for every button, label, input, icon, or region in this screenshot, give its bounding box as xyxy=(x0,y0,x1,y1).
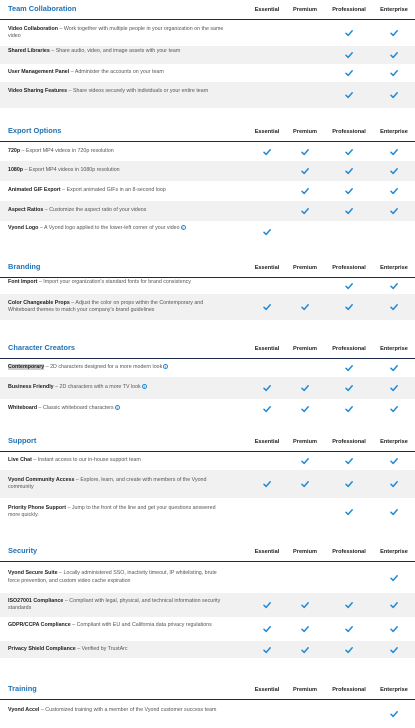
feature-name: Aspect Ratios xyxy=(8,207,44,214)
feature-description xyxy=(8,570,228,584)
checkmark-icon xyxy=(389,479,399,489)
checkmark-icon xyxy=(300,456,310,466)
feature-name: Shared Libraries xyxy=(8,47,50,54)
checkmark-icon xyxy=(389,50,399,60)
section-title: Export Options xyxy=(8,126,62,135)
feature-row xyxy=(0,46,415,64)
feature-description xyxy=(8,167,228,174)
feature-row xyxy=(0,221,415,243)
feature-row xyxy=(0,498,415,526)
plan-header-essential: Essential xyxy=(254,129,280,135)
plan-header-enterprise: Enterprise xyxy=(380,687,408,693)
checkmark-icon xyxy=(344,147,354,157)
checkmark-icon xyxy=(300,147,310,157)
feature-detail: – Work together with multiple people in your organization on the same video xyxy=(8,25,224,39)
plan-header-premium: Premium xyxy=(293,549,317,555)
plan-header-essential: Essential xyxy=(254,7,280,13)
checkmark-icon xyxy=(344,363,354,373)
section-title: Support xyxy=(8,436,37,445)
plan-header-essential: Essential xyxy=(254,549,280,555)
checkmark-icon xyxy=(344,186,354,196)
feature-row xyxy=(0,470,415,498)
feature-name: 720p xyxy=(8,147,21,154)
plan-header-enterprise: Enterprise xyxy=(380,346,408,352)
feature-name: Vyond Community Access xyxy=(8,476,75,483)
checkmark-icon xyxy=(389,404,399,414)
section-export-options xyxy=(0,122,415,243)
checkmark-icon xyxy=(262,645,272,655)
plan-header-enterprise: Enterprise xyxy=(380,549,408,555)
checkmark-icon xyxy=(389,186,399,196)
checkmark-icon xyxy=(389,68,399,78)
section-title: Branding xyxy=(8,262,41,271)
feature-name: Priority Phone Support xyxy=(8,504,66,511)
checkmark-icon xyxy=(300,624,310,634)
feature-detail: – Verified by TrustArc xyxy=(75,645,128,652)
section-title: Character Creators xyxy=(8,343,75,352)
checkmark-icon xyxy=(344,302,354,312)
checkmark-icon xyxy=(344,507,354,517)
plan-header-premium: Premium xyxy=(293,7,317,13)
plan-header-essential: Essential xyxy=(254,346,280,352)
feature-detail: – Compliant with EU and California data privacy regulations xyxy=(70,621,212,628)
feature-row xyxy=(0,181,415,201)
checkmark-icon xyxy=(389,383,399,393)
checkmark-icon xyxy=(389,709,399,719)
checkmark-icon xyxy=(300,186,310,196)
checkmark-icon xyxy=(300,600,310,610)
section-team-collaboration xyxy=(0,0,415,108)
feature-name: Business Friendly xyxy=(8,384,54,391)
plan-header-essential: Essential xyxy=(254,439,280,445)
feature-description xyxy=(8,88,228,95)
feature-description xyxy=(8,622,228,629)
feature-name: Live Chat xyxy=(8,457,32,464)
feature-description xyxy=(8,707,228,714)
feature-name: Vyond Accel xyxy=(8,706,40,713)
checkmark-icon xyxy=(344,404,354,414)
feature-name: ISO27001 Compliance xyxy=(8,597,64,604)
checkmark-icon xyxy=(344,281,354,291)
feature-name: Vyond Secure Suite xyxy=(8,570,58,577)
feature-row xyxy=(0,700,415,728)
feature-description xyxy=(8,187,228,194)
checkmark-icon xyxy=(389,90,399,100)
feature-description xyxy=(8,646,228,653)
section-header xyxy=(0,542,415,562)
feature-description xyxy=(8,148,228,155)
feature-name: 1080p xyxy=(8,167,24,174)
feature-description xyxy=(8,405,228,412)
feature-row xyxy=(0,201,415,221)
plan-header-premium: Premium xyxy=(293,129,317,135)
feature-row xyxy=(0,617,415,641)
plan-header-premium: Premium xyxy=(293,265,317,271)
feature-detail: – Classic whiteboard characters xyxy=(37,405,114,412)
feature-row xyxy=(0,359,415,377)
feature-row xyxy=(0,64,415,82)
checkmark-icon xyxy=(389,281,399,291)
checkmark-icon xyxy=(262,404,272,414)
feature-row xyxy=(0,294,415,320)
section-header xyxy=(0,432,415,452)
checkmark-icon xyxy=(262,227,272,237)
feature-detail: – Explore, learn, and create with members of the Vyond community xyxy=(8,476,207,490)
feature-name: Video Sharing Features xyxy=(8,87,68,94)
feature-description xyxy=(8,364,228,371)
section-title: Team Collaboration xyxy=(8,4,77,13)
feature-detail: – Jump to the front of the line and get your questions answered more quickly. xyxy=(8,504,216,518)
checkmark-icon xyxy=(389,206,399,216)
plan-header-professional: Professional xyxy=(332,687,366,693)
feature-description xyxy=(8,26,228,40)
feature-detail: – Share audio, video, and image assets with your team xyxy=(49,47,181,54)
feature-name: Whiteboard xyxy=(8,405,38,412)
plan-header-enterprise: Enterprise xyxy=(380,7,408,13)
feature-description xyxy=(8,207,228,214)
info-icon[interactable]: i xyxy=(143,385,145,390)
checkmark-icon xyxy=(300,206,310,216)
plan-header-professional: Professional xyxy=(332,549,366,555)
feature-description xyxy=(8,279,228,286)
feature-detail: – Export MP4 videos in 720p resolution xyxy=(20,147,114,154)
section-title: Training xyxy=(8,684,37,693)
feature-row xyxy=(0,377,415,399)
checkmark-icon xyxy=(344,456,354,466)
checkmark-icon xyxy=(262,383,272,393)
feature-detail: – Administer the accounts on your team xyxy=(69,69,164,76)
feature-detail: – 2D characters with a more TV look xyxy=(53,384,141,391)
checkmark-icon xyxy=(262,147,272,157)
plan-header-premium: Premium xyxy=(293,439,317,445)
section-support xyxy=(0,432,415,526)
feature-row xyxy=(0,562,415,593)
plan-header-professional: Professional xyxy=(332,129,366,135)
checkmark-icon xyxy=(389,363,399,373)
checkmark-icon xyxy=(344,600,354,610)
feature-description xyxy=(8,69,228,76)
feature-description xyxy=(8,477,228,491)
feature-row xyxy=(0,161,415,181)
checkmark-icon xyxy=(344,479,354,489)
checkmark-icon xyxy=(344,90,354,100)
feature-detail: – 2D characters designed for a more modern look xyxy=(44,364,163,371)
feature-description xyxy=(8,225,228,232)
feature-row xyxy=(0,452,415,470)
feature-detail: – Customized training with a member of the Vyond customer success team xyxy=(39,706,217,713)
checkmark-icon xyxy=(389,28,399,38)
plan-header-enterprise: Enterprise xyxy=(380,129,408,135)
plan-header-enterprise: Enterprise xyxy=(380,439,408,445)
checkmark-icon xyxy=(344,166,354,176)
checkmark-icon xyxy=(262,479,272,489)
plan-header-professional: Professional xyxy=(332,346,366,352)
checkmark-icon xyxy=(300,302,310,312)
checkmark-icon xyxy=(344,645,354,655)
plan-header-essential: Essential xyxy=(254,265,280,271)
checkmark-icon xyxy=(389,166,399,176)
feature-detail: – Locally administered SSO, inactivity timeout, IP whitelisting, brute force prevention, and custom video cache expiration xyxy=(8,570,217,584)
feature-detail: – Export animated GIFs in an 8-second loop xyxy=(60,187,166,194)
feature-row xyxy=(0,593,415,617)
checkmark-icon xyxy=(344,50,354,60)
checkmark-icon xyxy=(344,206,354,216)
feature-detail: – Import your organization's standard fonts for brand consistency xyxy=(37,278,191,285)
checkmark-icon xyxy=(389,507,399,517)
checkmark-icon xyxy=(389,645,399,655)
checkmark-icon xyxy=(300,645,310,655)
feature-name: Vyond Logo xyxy=(8,224,39,231)
feature-detail: – Compliant with legal, physical, and technical information security standards xyxy=(8,597,221,611)
section-header xyxy=(0,0,415,20)
section-header xyxy=(0,258,415,278)
checkmark-icon xyxy=(389,573,399,583)
feature-detail: – Customize the aspect ratio of your videos xyxy=(43,207,147,214)
plan-header-professional: Professional xyxy=(332,265,366,271)
feature-detail: – Adjust the color on props within the Contemporary and Whiteboard themes to match your company's brand guidelines xyxy=(8,299,204,313)
feature-detail: – A Vyond logo applied to the lower-left corner of your video xyxy=(38,224,180,231)
feature-name: Color Changeable Props xyxy=(8,299,70,306)
feature-name: Privacy Shield Compliance xyxy=(8,645,76,652)
checkmark-icon xyxy=(389,624,399,634)
section-security xyxy=(0,542,415,658)
feature-description xyxy=(8,457,228,464)
feature-name: Video Collaboration xyxy=(8,25,58,32)
feature-row xyxy=(0,641,415,658)
feature-row xyxy=(0,82,415,108)
checkmark-icon xyxy=(300,404,310,414)
feature-detail: – Export MP4 videos in 1080p resolution xyxy=(23,167,120,174)
plan-header-professional: Professional xyxy=(332,439,366,445)
feature-row xyxy=(0,142,415,161)
checkmark-icon xyxy=(262,302,272,312)
checkmark-icon xyxy=(389,456,399,466)
checkmark-icon xyxy=(300,383,310,393)
section-header xyxy=(0,122,415,142)
section-header xyxy=(0,680,415,700)
section-branding xyxy=(0,258,415,320)
checkmark-icon xyxy=(300,166,310,176)
checkmark-icon xyxy=(389,302,399,312)
checkmark-icon xyxy=(344,28,354,38)
checkmark-icon xyxy=(344,624,354,634)
feature-detail: – Instant access to our in-house support team xyxy=(31,457,141,464)
feature-description xyxy=(8,48,228,55)
checkmark-icon xyxy=(300,479,310,489)
info-icon[interactable]: i xyxy=(182,225,184,230)
feature-name: GDPR/CCPA Compliance xyxy=(8,621,71,628)
plan-header-enterprise: Enterprise xyxy=(380,265,408,271)
info-icon[interactable]: i xyxy=(116,406,118,411)
feature-name: Animated GIF Export xyxy=(8,187,61,194)
feature-row xyxy=(0,278,415,294)
plan-header-professional: Professional xyxy=(332,7,366,13)
feature-name: Contemporary xyxy=(8,364,45,371)
checkmark-icon xyxy=(389,147,399,157)
feature-row xyxy=(0,399,415,419)
feature-detail: – Share videos securely with individuals or your entire team xyxy=(67,87,209,94)
section-character-creators xyxy=(0,339,415,419)
feature-row xyxy=(0,20,415,46)
checkmark-icon xyxy=(262,600,272,610)
feature-description xyxy=(8,505,228,519)
section-training xyxy=(0,680,415,728)
feature-description xyxy=(8,300,228,314)
checkmark-icon xyxy=(344,383,354,393)
plan-header-premium: Premium xyxy=(293,687,317,693)
feature-name: Font Import xyxy=(8,278,38,285)
feature-description xyxy=(8,384,228,391)
checkmark-icon xyxy=(344,68,354,78)
plan-header-premium: Premium xyxy=(293,346,317,352)
info-icon[interactable]: i xyxy=(165,365,167,370)
feature-description xyxy=(8,598,228,612)
checkmark-icon xyxy=(262,624,272,634)
plan-header-essential: Essential xyxy=(254,687,280,693)
section-header xyxy=(0,339,415,359)
feature-name: User Management Panel xyxy=(8,69,70,76)
section-title: Security xyxy=(8,546,38,555)
checkmark-icon xyxy=(389,600,399,610)
